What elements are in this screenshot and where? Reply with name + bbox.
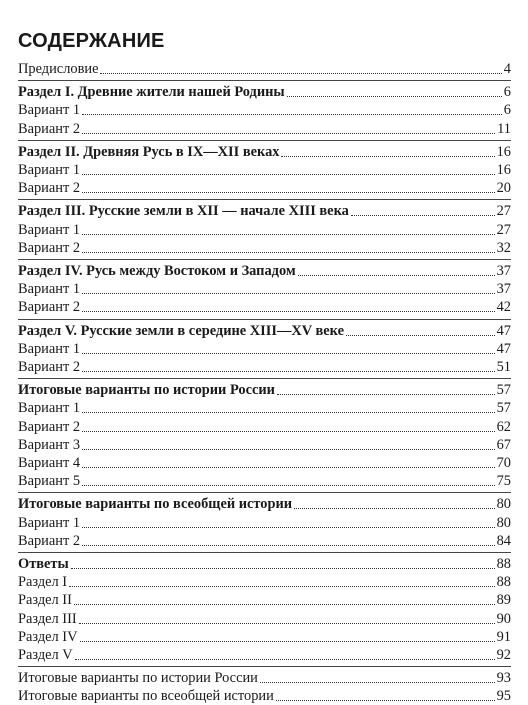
section-divider (18, 319, 511, 320)
toc-entry (18, 454, 511, 472)
toc-entry (18, 239, 511, 257)
toc-entry-page: 95 (496, 688, 511, 705)
toc-entry-label: Раздел I (18, 574, 68, 591)
dot-leader (82, 485, 495, 486)
dot-leader (82, 371, 495, 372)
toc-entry-label: Вариант 1 (18, 102, 81, 119)
toc-entry-page: 47 (496, 340, 511, 357)
page-title: СОДЕРЖАНИЕ (18, 30, 165, 52)
toc-entry-label: Раздел II (18, 592, 72, 609)
toc-entry-page: 6 (503, 84, 511, 101)
toc-entry (18, 436, 511, 454)
toc-entry-label: Раздел III. Русские земли в XII — начале XIII века (18, 203, 349, 220)
toc-entry-page: 32 (496, 239, 511, 256)
toc-entry-label: Вариант 2 (18, 532, 81, 549)
toc-entry-page: 4 (503, 61, 511, 77)
toc-section-entry (18, 381, 511, 399)
toc-entry-page: 42 (496, 299, 511, 316)
toc-entry (18, 472, 511, 490)
dot-leader (82, 234, 495, 235)
toc-entry-label: Итоговые варианты по всеобщей истории (18, 496, 293, 513)
toc-entry-label: Итоговые варианты по истории России (18, 670, 258, 687)
toc-entry-label: Вариант 2 (18, 359, 81, 375)
toc-entry-label: Вариант 5 (18, 473, 81, 490)
toc-entry-page: 80 (496, 514, 511, 531)
dot-leader (276, 700, 495, 701)
toc-entry-page: 62 (496, 418, 511, 435)
toc-entry-label: Раздел II. Древняя Русь в IX—XII веках (18, 143, 280, 160)
toc-entry-page: 93 (496, 670, 511, 687)
section-divider (18, 666, 511, 667)
toc-entry-label: Раздел IV (18, 628, 78, 645)
toc-entry-page: 90 (496, 610, 511, 627)
toc-entry (18, 60, 511, 78)
toc-entry-page: 89 (496, 592, 511, 609)
toc-entry-label: Вариант 1 (18, 221, 81, 238)
toc-entry-label: Вариант 1 (18, 162, 81, 178)
toc-entry-page: 11 (497, 120, 511, 137)
toc-entry (18, 628, 511, 646)
toc-entry-label: Ответы (18, 556, 69, 572)
toc-section-entry (18, 202, 511, 220)
dot-leader (69, 586, 495, 587)
toc-entry (18, 161, 511, 179)
toc-entry-label: Раздел IV. Русь между Востоком и Западом (18, 263, 296, 279)
toc-section-entry (18, 495, 511, 513)
dot-leader (82, 114, 502, 115)
dot-leader (260, 682, 495, 683)
toc-section-entry (18, 322, 511, 340)
toc-entry-label: Вариант 2 (18, 120, 81, 137)
dot-leader (82, 412, 495, 413)
section-divider (18, 80, 511, 81)
toc-entry (18, 221, 511, 239)
toc-entry-page: 57 (496, 382, 511, 399)
toc-entry-label: Вариант 1 (18, 340, 81, 357)
toc-entry-label: Вариант 1 (18, 281, 81, 298)
section-divider (18, 552, 511, 553)
toc-entry-label: Итоговые варианты по всеобщей истории (18, 688, 274, 705)
toc-entry-page: 84 (496, 532, 511, 549)
toc-entry (18, 669, 511, 687)
toc-section-entry (18, 262, 511, 280)
toc-entry (18, 120, 511, 138)
dot-leader (82, 174, 495, 175)
dot-leader (82, 467, 495, 468)
toc-entry-label: Вариант 2 (18, 180, 81, 197)
dot-leader (79, 623, 495, 624)
dot-leader (82, 192, 495, 193)
toc-section-entry (18, 83, 511, 101)
toc-entry-page: 27 (496, 221, 511, 238)
dot-leader (82, 133, 495, 134)
toc-entry (18, 418, 511, 436)
toc-entry-label: Раздел V (18, 647, 73, 663)
toc-entry-page: 16 (496, 162, 511, 178)
section-divider (18, 492, 511, 493)
dot-leader (351, 215, 495, 216)
toc-entry-page: 67 (496, 436, 511, 453)
toc-entry (18, 610, 511, 628)
toc-entry (18, 101, 511, 119)
toc-entry (18, 340, 511, 358)
dot-leader (100, 73, 501, 74)
dot-leader (82, 527, 495, 528)
toc-entry-page: 75 (496, 473, 511, 490)
section-divider (18, 259, 511, 260)
dot-leader (294, 508, 495, 509)
toc-entry-label: Вариант 3 (18, 436, 81, 453)
dot-leader (82, 431, 495, 432)
toc-entry (18, 591, 511, 609)
dot-leader (82, 545, 495, 546)
toc-entry (18, 687, 511, 705)
toc-entry-label: Раздел III (18, 610, 77, 627)
toc-entry-label: Вариант 2 (18, 239, 81, 256)
toc-entry (18, 514, 511, 532)
dot-leader (71, 568, 495, 569)
toc-entry-page: 91 (496, 628, 511, 645)
section-divider (18, 140, 511, 141)
toc-entry (18, 646, 511, 664)
toc-entry-page: 88 (496, 574, 511, 591)
toc-entry-page: 51 (496, 359, 511, 375)
dot-leader (82, 353, 495, 354)
toc-entry-label: Вариант 4 (18, 455, 81, 471)
toc-entry (18, 358, 511, 376)
toc-entry (18, 532, 511, 550)
toc-entry-page: 47 (496, 322, 511, 339)
toc-entry-label: Вариант 2 (18, 299, 81, 316)
toc-section-entry (18, 555, 511, 573)
dot-leader (75, 659, 495, 660)
toc-entry-label: Итоговые варианты по истории России (18, 382, 275, 399)
toc-entry-label: Вариант 1 (18, 400, 81, 417)
toc-entry-page: 92 (496, 647, 511, 663)
toc-entry-label: Раздел V. Русские земли в середине XIII—XV веке (18, 322, 344, 339)
toc-entry-page: 37 (496, 281, 511, 298)
toc-entry-page: 20 (496, 180, 511, 197)
dot-leader (82, 293, 495, 294)
dot-leader (346, 335, 495, 336)
toc-entry (18, 280, 511, 298)
dot-leader (82, 311, 495, 312)
toc-entry-page: 27 (496, 203, 511, 220)
dot-leader (82, 449, 495, 450)
dot-leader (281, 156, 494, 157)
toc-entry-label: Раздел I. Древние жители нашей Родины (18, 84, 285, 101)
dot-leader (298, 275, 495, 276)
toc-entry-label: Вариант 1 (18, 514, 81, 531)
toc-entry-page: 37 (496, 263, 511, 279)
dot-leader (82, 252, 495, 253)
toc-entry-label: Вариант 2 (18, 418, 81, 435)
toc-entry-label: Предисловие (18, 61, 99, 77)
dot-leader (277, 394, 495, 395)
dot-leader (74, 604, 495, 605)
toc-entry-page: 6 (503, 102, 511, 119)
toc-entry-page: 80 (496, 496, 511, 513)
section-divider (18, 378, 511, 379)
dot-leader (80, 641, 495, 642)
toc-entry (18, 573, 511, 591)
toc-entry-page: 16 (496, 143, 511, 160)
toc-section-entry (18, 143, 511, 161)
toc-entry (18, 399, 511, 417)
toc-entry-page: 88 (496, 556, 511, 572)
toc-entry (18, 298, 511, 316)
toc-entry-page: 70 (496, 455, 511, 471)
toc-entry-page: 57 (496, 400, 511, 417)
toc-entry (18, 179, 511, 197)
dot-leader (287, 96, 502, 97)
section-divider (18, 199, 511, 200)
